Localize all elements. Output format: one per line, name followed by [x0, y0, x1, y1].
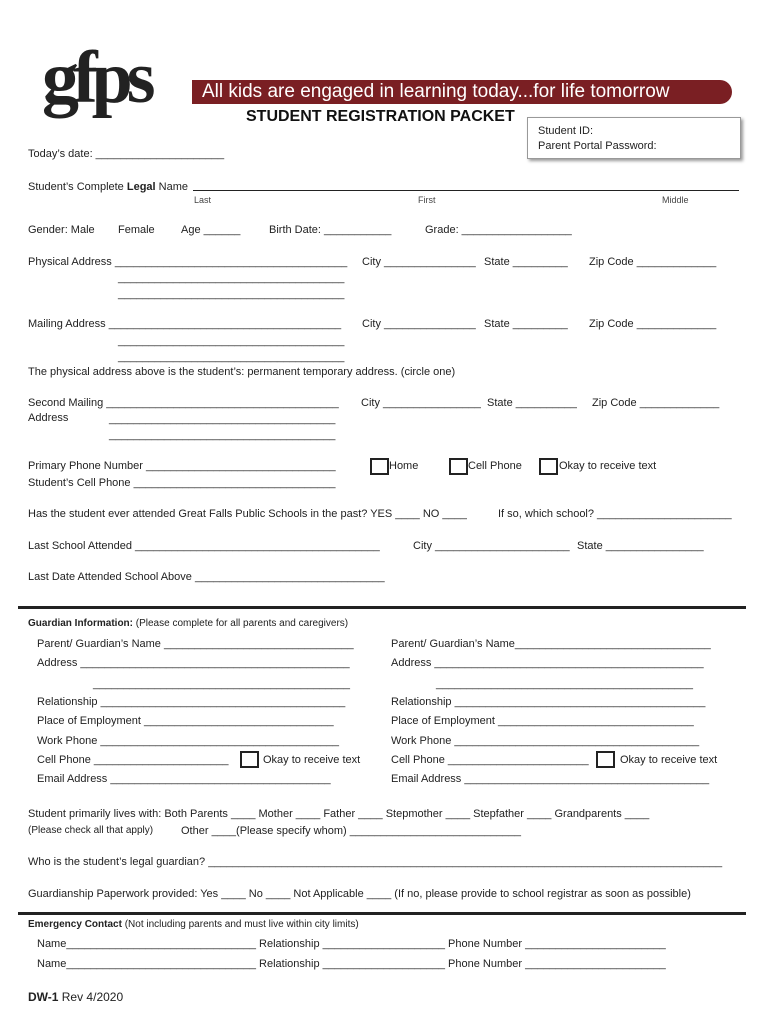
gender-male-option[interactable]: Gender: Male: [28, 224, 95, 236]
guardian1-okay-text-label: Okay to receive text: [263, 754, 361, 766]
okay-text-checkbox[interactable]: [539, 458, 558, 475]
section-divider: [18, 912, 746, 915]
last-date-attended-field[interactable]: Last Date Attended School Above _______________________________: [28, 571, 385, 583]
last-school-state-field[interactable]: State ________________: [577, 540, 704, 552]
mailing-address-line2[interactable]: _____________________________________: [118, 335, 345, 347]
grade-field[interactable]: Grade: __________________: [425, 224, 572, 236]
student-id-label: Student ID:: [538, 125, 594, 137]
guardian1-address-field[interactable]: Address ____________________________________________: [37, 657, 350, 669]
second-zip-field[interactable]: Zip Code _____________: [592, 397, 720, 409]
last-sublabel: Last: [194, 195, 212, 205]
portal-password-label: Parent Portal Password:: [538, 140, 657, 152]
guardian1-okay-text-checkbox[interactable]: [240, 751, 259, 768]
guardian2-relationship-field[interactable]: Relationship _________________________________________: [391, 696, 706, 708]
guardian1-work-phone-field[interactable]: Work Phone _______________________________________: [37, 735, 339, 747]
guardian2-address-field[interactable]: Address ____________________________________________: [391, 657, 704, 669]
second-address-line2[interactable]: _____________________________________: [109, 413, 336, 425]
home-checkbox[interactable]: [370, 458, 389, 475]
birth-date-field[interactable]: Birth Date: ___________: [269, 224, 392, 236]
cell-phone-checkbox[interactable]: [449, 458, 468, 475]
student-id-box: [527, 117, 741, 159]
address-type-note: The physical address above is the student’s: permanent temporary address. (circle one): [28, 366, 456, 378]
student-cell-field[interactable]: Student’s Cell Phone _________________________________: [28, 477, 336, 489]
section-divider: [18, 606, 746, 609]
primary-phone-field[interactable]: Primary Phone Number _______________________________: [28, 460, 336, 472]
lives-with-options[interactable]: Student primarily lives with: Both Parents ____ Mother ____ Father ____ Stepmother ____ Stepfather ____ Grandparents ____: [28, 808, 650, 820]
second-mailing-address-label: Address: [28, 412, 69, 424]
logo-text: gfps: [42, 37, 150, 119]
guardian2-employment-field[interactable]: Place of Employment ________________________________: [391, 715, 694, 727]
age-field[interactable]: Age ______: [181, 224, 241, 236]
guardian2-address-line2[interactable]: __________________________________________: [436, 678, 693, 690]
guardian1-relationship-field[interactable]: Relationship ________________________________________: [37, 696, 346, 708]
guardian2-work-phone-field[interactable]: Work Phone ________________________________________: [391, 735, 700, 747]
tagline: All kids are engaged in learning today...for life tomorrow: [202, 81, 670, 102]
emergency-heading: Emergency Contact (Not including parents and must live within city limits): [28, 919, 359, 930]
second-address-line3[interactable]: _____________________________________: [109, 429, 336, 441]
guardian2-cell-phone-field[interactable]: Cell Phone _______________________: [391, 754, 589, 766]
middle-sublabel: Middle: [662, 195, 689, 205]
physical-zip-field[interactable]: Zip Code _____________: [589, 256, 717, 268]
todays-date-field[interactable]: Today’s date: _____________________: [28, 148, 225, 160]
second-state-field[interactable]: State __________: [487, 397, 577, 409]
guardian1-cell-phone-field[interactable]: Cell Phone ______________________: [37, 754, 229, 766]
emergency-contact-row[interactable]: Name_______________________________ Relationship ____________________ Phone Number _______________________: [37, 938, 666, 950]
guardian2-okay-text-label: Okay to receive text: [620, 754, 718, 766]
mailing-address-line3[interactable]: _____________________________________: [118, 351, 345, 363]
mailing-state-field[interactable]: State _________: [484, 318, 568, 330]
emergency-contact-row[interactable]: Name_______________________________ Relationship ____________________ Phone Number _______________________: [37, 958, 666, 970]
physical-state-field[interactable]: State _________: [484, 256, 568, 268]
legal-name-label: Student’s Complete Legal Name: [28, 181, 188, 193]
guardianship-paperwork-field[interactable]: Guardianship Paperwork provided: Yes ____ No ____ Not Applicable ____ (If no, please provide to school registrar as soon as possible): [28, 888, 691, 900]
gender-female-option[interactable]: Female: [118, 224, 155, 236]
guardian1-employment-field[interactable]: Place of Employment _______________________________: [37, 715, 334, 727]
home-label: Home: [389, 460, 419, 472]
mailing-zip-field[interactable]: Zip Code _____________: [589, 318, 717, 330]
guardian-heading: Guardian Information: (Please complete for all parents and caregivers): [28, 618, 349, 629]
tagline-banner: [192, 80, 732, 104]
okay-text-label: Okay to receive text: [559, 460, 657, 472]
guardian1-email-field[interactable]: Email Address ____________________________________: [37, 773, 331, 785]
check-all-note: (Please check all that apply): [28, 825, 154, 836]
guardian2-okay-text-checkbox[interactable]: [596, 751, 615, 768]
gfps-logo: [42, 37, 192, 120]
second-mailing-field[interactable]: Second Mailing ______________________________________: [28, 397, 339, 409]
guardian2-name-field[interactable]: Parent/ Guardian’s Name________________________________: [391, 638, 711, 650]
mailing-city-field[interactable]: City _______________: [362, 318, 476, 330]
physical-address-field[interactable]: Physical Address ______________________________________: [28, 256, 348, 268]
form-revision: DW-1 Rev 4/2020: [28, 990, 124, 1004]
which-school-field[interactable]: If so, which school? ______________________: [498, 508, 732, 520]
page-title: STUDENT REGISTRATION PACKET: [246, 108, 515, 125]
mailing-address-field[interactable]: Mailing Address ______________________________________: [28, 318, 342, 330]
physical-address-line3[interactable]: _____________________________________: [118, 288, 345, 300]
legal-name-field[interactable]: [193, 190, 739, 191]
last-school-city-field[interactable]: City ______________________: [413, 540, 570, 552]
physical-address-line2[interactable]: _____________________________________: [118, 272, 345, 284]
guardian2-email-field[interactable]: Email Address ________________________________________: [391, 773, 710, 785]
guardian1-name-field[interactable]: Parent/ Guardian’s Name _______________________________: [37, 638, 354, 650]
guardian1-address-line2[interactable]: __________________________________________: [93, 678, 350, 690]
other-specify-field[interactable]: Other ____(Please specify whom) ____________________________: [181, 825, 522, 837]
cell-phone-label: Cell Phone: [468, 460, 522, 472]
first-sublabel: First: [418, 195, 436, 205]
legal-guardian-field[interactable]: Who is the student’s legal guardian? ____________________________________________________________________________________: [28, 856, 723, 868]
attended-gfps-question[interactable]: Has the student ever attended Great Falls Public Schools in the past? YES ____ NO ____: [28, 508, 467, 520]
last-school-field[interactable]: Last School Attended ________________________________________: [28, 540, 380, 552]
second-city-field[interactable]: City ________________: [361, 397, 481, 409]
physical-city-field[interactable]: City _______________: [362, 256, 476, 268]
